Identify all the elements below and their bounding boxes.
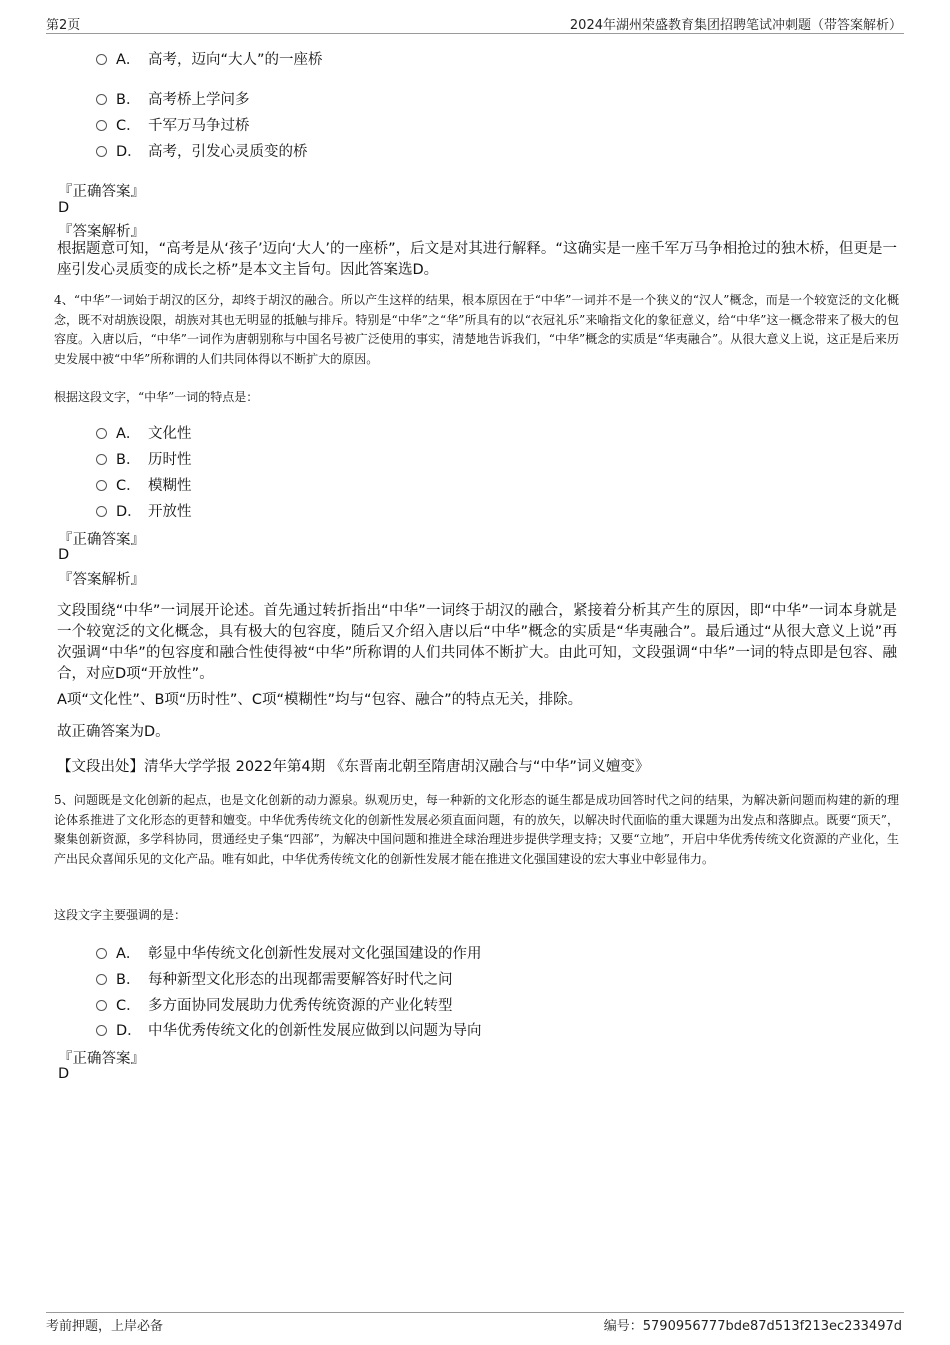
- q4-answer-label: 『正确答案』: [58, 532, 145, 548]
- q3-option-c[interactable]: C． 千军万马争过桥: [96, 114, 250, 136]
- radio-icon[interactable]: [96, 94, 107, 105]
- page-number: 第2页: [46, 18, 81, 33]
- q4-analysis-1: 文段围绕“中华”一词展开论述。首先通过转折指出“中华”一词终于胡汉的融合，紧接着分析其产生的原因，即“中华”一词本身就是一个较宽泛的文化概念，具有极大的包容度，随后又介绍入唐以后“中华”概念的实质是“华夷融合”。最后通过“从很大意义上说”再次强调“中华”的包容度和融合性使得被“中华”所称谓的人们共同体不断扩大。由此可知，文段强调“中华”一词的特点即是包容、融合，对应D项“开放性”。: [57, 603, 897, 682]
- q5-option-b[interactable]: B． 每种新型文化形态的出现都需要解答好时代之问: [96, 968, 453, 990]
- q3-analysis-label: 『答案解析』: [58, 224, 145, 240]
- q4-answer: D: [58, 547, 70, 563]
- q4-source: 【文段出处】清华大学学报 2022年第4期 《东晋南北朝至隋唐胡汉融合与“中华”词义嬗变》: [57, 759, 650, 775]
- q5-option-a[interactable]: A． 彰显中华传统文化创新性发展对文化强国建设的作用: [96, 942, 482, 964]
- q4-analysis-2: A项“文化性”、B项“历时性”、C项“模糊性”均与“包容、融合”的特点无关，排除。: [57, 692, 583, 708]
- radio-icon[interactable]: [96, 454, 107, 465]
- radio-icon[interactable]: [96, 480, 107, 491]
- code-label: 编号：: [603, 1319, 643, 1334]
- q5-stem: 这段文字主要强调的是：: [54, 908, 187, 922]
- q3-option-b[interactable]: B． 高考桥上学问多: [96, 88, 250, 110]
- radio-icon[interactable]: [96, 1025, 107, 1036]
- q4-option-b[interactable]: B． 历时性: [96, 448, 192, 470]
- radio-icon[interactable]: [96, 146, 107, 157]
- q5-passage: 5、问题既是文化创新的起点，也是文化创新的动力源泉。纵观历史，每一种新的文化形态的诞生都是成功回答时代之问的结果，为解决新问题而构建的新的理论体系推进了文化形态的更替和嬗变。中华优秀传统文化的创新性发展必须直面问题，有的放矢，以解决时代面临的重大课题为出发点和落脚点。既要“顶天”，聚集创新资源，多学科协同，贯通经史子集“四部”，为解决中国问题和推进全球治理进步提供学理支持；又要“立地”，开启中华优秀传统文化资源的产业化，生产出民众喜闻乐见的文化产品。唯有如此，中华优秀传统文化的创新性发展才能在推进文化强国建设的宏大事业中彰显伟力。: [54, 793, 899, 867]
- radio-icon[interactable]: [96, 428, 107, 439]
- q4-analysis-label: 『答案解析』: [58, 572, 145, 588]
- q4-option-a[interactable]: A． 文化性: [96, 422, 192, 444]
- q5-answer-label: 『正确答案』: [58, 1051, 145, 1067]
- code-value: 5790956777bde87d513f213ec233497d: [642, 1319, 902, 1334]
- q3-analysis: 根据题意可知，“高考是从‘孩子’迈向‘大人’的一座桥”，后文是对其进行解释。“这确实是一座千军万马争相抢过的独木桥，但更是一座引发心灵质变的成长之桥”是本文主旨句。因此答案选D。: [57, 241, 897, 278]
- document-title: 2024年湖州荣盛教育集团招聘笔试冲刺题（带答案解析）: [569, 18, 902, 33]
- page-header: [46, 13, 904, 34]
- radio-icon[interactable]: [96, 974, 107, 985]
- q3-answer-label: 『正确答案』: [58, 184, 145, 200]
- q5-option-d[interactable]: D． 中华优秀传统文化的创新性发展应做到以问题为导向: [96, 1019, 482, 1041]
- q3-answer: D: [58, 200, 70, 216]
- q4-analysis-3: 故正确答案为D。: [57, 724, 170, 740]
- radio-icon[interactable]: [96, 506, 107, 517]
- q3-option-a[interactable]: A． 高考，迈向“大人”的一座桥: [96, 48, 323, 70]
- q5-option-c[interactable]: C． 多方面协同发展助力优秀传统资源的产业化转型: [96, 994, 453, 1016]
- q4-option-d[interactable]: D． 开放性: [96, 500, 192, 522]
- radio-icon[interactable]: [96, 54, 107, 65]
- q3-option-d[interactable]: D． 高考，引发心灵质变的桥: [96, 140, 308, 162]
- document-code: [604, 1315, 902, 1334]
- page-footer: [46, 1312, 904, 1335]
- q4-passage: 4、“中华”一词始于胡汉的区分，却终于胡汉的融合。所以产生这样的结果，根本原因在于“中华”一词并不是一个狭义的“汉人”概念，而是一个较宽泛的文化概念，既不对胡族设限，胡族对其也无明显的抵触与排斥。特别是“中华”之“华”所具有的以“衣冠礼乐”来喻指文化的象征意义，给“中华”这一概念带来了极大的包容度。入唐以后，“中华”一词作为唐朝别称与中国名号被广泛使用的事实，清楚地告诉我们，“中华”概念的实质是“华夷融合”。从很大意义上说，这正是后来历史发展中被“中华”所称谓的人们共同体得以不断扩大的原因。: [54, 293, 899, 367]
- q4-option-c[interactable]: C． 模糊性: [96, 474, 192, 496]
- q5-answer: D: [58, 1066, 70, 1082]
- radio-icon[interactable]: [96, 948, 107, 959]
- radio-icon[interactable]: [96, 120, 107, 131]
- radio-icon[interactable]: [96, 1000, 107, 1011]
- footer-slogan: 考前押题，上岸必备: [46, 1319, 164, 1334]
- q4-stem: 根据这段文字，“中华”一词的特点是：: [54, 390, 259, 404]
